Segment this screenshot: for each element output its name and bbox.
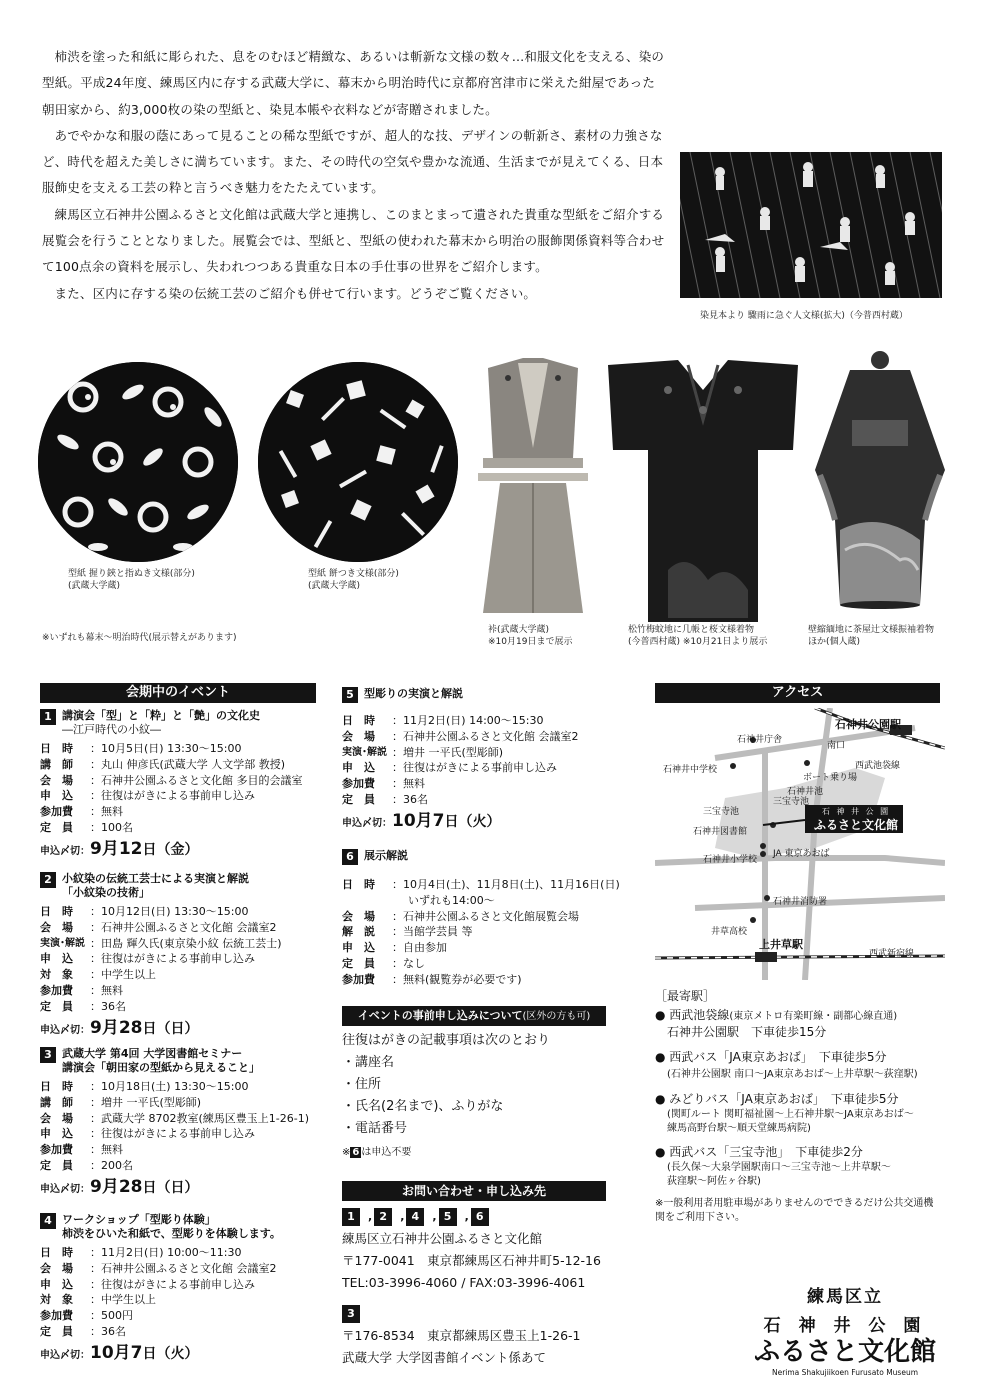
event-date: ：10月18日(土) 13:30～15:00 bbox=[90, 1080, 249, 1093]
deadline-date: 10月7 bbox=[392, 810, 445, 831]
event-number: 5 bbox=[342, 687, 358, 703]
contact-number: 6 bbox=[471, 1208, 489, 1226]
logo-line3: ふるさと文化館 bbox=[753, 1337, 936, 1367]
label-date: 日 時 bbox=[40, 1080, 73, 1093]
event-capacity: ：なし bbox=[392, 956, 425, 970]
rain-pattern-image bbox=[680, 152, 942, 298]
event-date-note: いずれも14:00～ bbox=[408, 893, 495, 907]
apply-info-note: (区外の方も可) bbox=[522, 1011, 591, 1022]
label-apply: 申 込 bbox=[40, 1277, 73, 1291]
contact-number: 2 bbox=[374, 1208, 392, 1226]
contact-body bbox=[342, 1208, 642, 1369]
intro-paragraph: 練馬区立石神井公園ふるさと文化館は武蔵大学と連携し、このまとまって遺された貴重な型紙をご紹介する展覧会を行うこととなりました。展覧会では、型紙と、型紙の使われた幕末から明治の服飾関係資料等合わせて100点余の資料を展示し、失われつつある貴重な日本の手仕事の世界をご紹介します。 bbox=[42, 206, 665, 275]
nearest-station-heading: ［最寄駅］ bbox=[655, 989, 716, 1003]
station-marker bbox=[755, 952, 777, 962]
apply-info-item: ・住所 bbox=[342, 1077, 382, 1092]
apply-info-item: ・講座名 bbox=[342, 1055, 395, 1070]
map-label: 井草高校 bbox=[711, 927, 748, 937]
label-venue: 会 場 bbox=[40, 1111, 73, 1125]
label-capacity: 定 員 bbox=[40, 1324, 73, 1338]
katagami2-caption-line2: (武蔵大学蔵) bbox=[308, 581, 361, 591]
deadline-label: 申込〆切 bbox=[40, 1183, 80, 1195]
furisode-caption-line2: ほか(個人蔵) bbox=[808, 637, 861, 647]
label-fee: 参加費 bbox=[40, 1309, 73, 1323]
label-capacity: 定 員 bbox=[40, 999, 73, 1013]
event-venue: ：石神井公園ふるさと文化館 多目的会議室 bbox=[90, 773, 303, 787]
map-label: 石神井中学校 bbox=[663, 765, 718, 775]
event-demo: ：田島 輝久氏(東京染小紋 伝統工芸士) bbox=[90, 936, 282, 950]
label-target: 対 象 bbox=[40, 968, 73, 982]
black-kimono-image bbox=[608, 360, 798, 622]
station-item: ● 西武バス「JA東京あおば」 下車徒歩5分 (石神井公園駅 南口～JA東京あおば～上井草駅～荻窪駅) bbox=[655, 1049, 955, 1083]
event-fee: ：無料(観覧券が必要です) bbox=[392, 972, 522, 986]
deadline-date: 10月7 bbox=[90, 1342, 143, 1363]
exception-number: 6 bbox=[352, 1147, 360, 1158]
katagami-scissors-image bbox=[38, 362, 238, 562]
deadline-day: 日（日） bbox=[142, 1020, 199, 1037]
event-venue: ：石神井公園ふるさと文化館展覧会場 bbox=[392, 909, 579, 923]
event-1 bbox=[40, 709, 325, 865]
event-number: 2 bbox=[40, 872, 56, 888]
event-subtitle: 「小紋染の技術」 bbox=[62, 886, 150, 899]
event-deadline: 申込〆切：9月12日（金） bbox=[40, 838, 199, 859]
event-capacity: ：36名 bbox=[90, 999, 126, 1013]
event-apply: ：往復はがきによる事前申し込み bbox=[90, 789, 255, 803]
label-venue: 会 場 bbox=[40, 920, 73, 934]
access-header: アクセス bbox=[655, 683, 940, 703]
label-target: 対 象 bbox=[40, 1293, 73, 1307]
event-fee: ：無料 bbox=[90, 805, 123, 819]
contact-org-a: 練馬区立石神井公園ふるさと文化館 bbox=[342, 1231, 543, 1246]
katagami1-caption-line1: 型紙 握り鋏と指ぬき文様(部分) bbox=[68, 569, 195, 579]
station-main: 西武バス「三宝寺池」 下車徒歩2分 bbox=[669, 1145, 863, 1159]
kimono-caption bbox=[628, 624, 767, 648]
event-deadline: 申込〆切：10月7日（火） bbox=[40, 1342, 199, 1363]
event-5 bbox=[342, 687, 632, 837]
event-demo: ：増井 一平氏(型彫師) bbox=[392, 745, 504, 759]
event-title: 武蔵大学 第4回 大学図書館セミナー bbox=[62, 1047, 243, 1060]
deadline-day: 日（金） bbox=[142, 841, 199, 858]
event-deadline: 申込〆切：10月7日（火） bbox=[342, 810, 501, 831]
furisode-caption-line1: 壁縮緬地に茶屋辻文様振袖着物 bbox=[808, 625, 935, 635]
label-capacity: 定 員 bbox=[40, 1158, 73, 1172]
kamishimo-caption-line1: 裃(武蔵大学蔵) bbox=[488, 625, 550, 635]
deadline-date: 9月28 bbox=[90, 1017, 143, 1038]
label-fee: 参加費 bbox=[342, 777, 375, 791]
event-number: 3 bbox=[40, 1047, 56, 1063]
contact-header: お問い合わせ・申し込み先 bbox=[342, 1181, 606, 1201]
event-date: ：10月5日(日) 13:30～15:00 bbox=[90, 742, 242, 755]
logo-english: Nerima Shakujiikoen Furusato Museum bbox=[771, 1368, 919, 1377]
event-capacity: ：100名 bbox=[90, 820, 133, 834]
map-label: 三宝寺池 bbox=[773, 797, 810, 807]
event-4 bbox=[40, 1213, 325, 1369]
label-demo: 実演･解説 bbox=[40, 937, 85, 949]
mochitsuki-pattern bbox=[258, 362, 458, 562]
katagami-mochitsuki-image bbox=[258, 362, 458, 562]
intro-paragraph: あでやかな和服の蔭にあって見ることの稀な型紙ですが、超人的な技、デザインの斬新さ、素材の力強さなど、時代を超えた美しさに満ちています。また、その時代の空気や豊かな流通、生活までが見えてくる、日本服飾史を支える工芸の粋と言うべき魅力をたたえています。 bbox=[42, 127, 664, 196]
event-title: ワークショップ「型彫り体験」 bbox=[62, 1213, 216, 1226]
access-map bbox=[655, 708, 945, 980]
event-lecturer: ：丸山 伸彦氏(武蔵大学 人文学部 教授) bbox=[90, 757, 286, 771]
apply-info-lead: 往復はがきの記載事項は次のとおり bbox=[342, 1033, 551, 1048]
deadline-label: 申込〆切 bbox=[40, 845, 80, 857]
deadline-date: 9月12 bbox=[90, 838, 143, 859]
event-lecturer: ：増井 一平氏(型彫師) bbox=[90, 1095, 202, 1109]
katagami-note: ※いずれも幕末～明治時代(展示替えがあります) bbox=[42, 633, 237, 643]
event-number: 6 bbox=[342, 849, 358, 865]
event-apply: ：往復はがきによる事前申し込み bbox=[90, 1127, 255, 1141]
station-item: ● みどりバス「JA東京あおば」 下車徒歩5分 (関町ルート 関町福祉園～上石神井駅～JA東京あおば～ 練馬高野台駅～順天堂練馬病院) bbox=[655, 1091, 955, 1136]
contact-address-a: 〒177-0041 東京都練馬区石神井町5-12-16 bbox=[342, 1253, 601, 1268]
intro-paragraph: 柿渋を塗った和紙に彫られた、息をのむほど精緻な、あるいは斬新な文様の数々…和服文化を支える、染の型紙。平成24年度、練馬区内に存する武蔵大学に、幕末から明治時代に京都府宮津市に栄えた紺屋であった朝田家から、約3,000枚の染の型紙と、染見本帳や衣料などが寄贈されました。 bbox=[42, 49, 665, 117]
event-subtitle: ―江戸時代の小紋― bbox=[62, 723, 161, 736]
apply-info-item: ・氏名(2名まで)、ふりがな bbox=[342, 1099, 504, 1114]
map-label: 石神井池 bbox=[787, 787, 824, 797]
label-date: 日 時 bbox=[342, 714, 375, 727]
contact-number: 5 bbox=[439, 1208, 457, 1226]
station-main: みどりバス「JA東京あおば」 下車徒歩5分 bbox=[669, 1092, 899, 1106]
deadline-label: 申込〆切 bbox=[40, 1349, 80, 1361]
station-sub: (長久保～大泉学園駅南口～三宝寺池～上井草駅～ bbox=[667, 1162, 891, 1173]
event-target: ：中学生以上 bbox=[90, 1293, 156, 1307]
label-fee: 参加費 bbox=[40, 1143, 73, 1157]
apply-info-exception bbox=[342, 1140, 612, 1166]
label-date: 日 時 bbox=[342, 878, 375, 891]
map-label: 南口 bbox=[827, 741, 846, 751]
deadline-day: 日（火） bbox=[444, 813, 501, 830]
map-label: 石神井消防署 bbox=[773, 897, 828, 907]
station-sub: (石神井公園駅 南口～JA東京あおば～上井草駅～荻窪駅) bbox=[667, 1069, 918, 1080]
kimono-caption-line1: 松竹梅蚊地に几帳と桜文様着物 bbox=[628, 625, 755, 635]
museum-logo bbox=[730, 1282, 960, 1377]
event-apply: ：往復はがきによる事前申し込み bbox=[90, 952, 255, 966]
logo-line2: 石 神 井 公 園 bbox=[763, 1316, 927, 1336]
event-venue: ：石神井公園ふるさと文化館 会議室2 bbox=[90, 920, 277, 934]
scissors-thimble-pattern bbox=[38, 362, 238, 562]
map-museum-small: 石 神 井 公 園 bbox=[821, 807, 891, 816]
event-date: ：10月12日(日) 13:30～15:00 bbox=[90, 905, 249, 918]
furisode-figure bbox=[810, 350, 950, 610]
event-capacity: ：36名 bbox=[90, 1324, 126, 1338]
event-capacity: ：200名 bbox=[90, 1158, 133, 1172]
map-label: 西武新宿線 bbox=[869, 949, 915, 959]
event-capacity: ：36名 bbox=[392, 792, 428, 806]
label-lecturer: 講 師 bbox=[40, 1095, 73, 1109]
katagami1-caption bbox=[68, 568, 195, 592]
events-header: 会期中のイベント bbox=[40, 683, 316, 703]
access-stations bbox=[655, 988, 955, 1225]
apply-info-header bbox=[342, 1006, 606, 1026]
station-main: 西武池袋線 bbox=[669, 1008, 730, 1022]
exception-suffix: は申込不要 bbox=[361, 1147, 412, 1158]
event-6 bbox=[342, 849, 632, 988]
contact-phone-a: TEL:03-3996-4060 / FAX:03-3996-4061 bbox=[342, 1275, 586, 1290]
label-venue: 会 場 bbox=[342, 909, 375, 923]
station-item: ● 西武池袋線(東京メトロ有楽町線・副都心線直通) 石神井公園駅 下車徒歩15分 bbox=[655, 1007, 955, 1041]
event-apply: ：往復はがきによる事前申し込み bbox=[392, 761, 557, 775]
contact-event-numbers-a: 1 , 2 , 4 , 5 , 6 bbox=[342, 1208, 642, 1226]
furisode-image bbox=[810, 350, 950, 610]
event-title: 展示解説 bbox=[364, 849, 408, 862]
map-label: 上井草駅 bbox=[759, 938, 803, 951]
event-subtitle: 柿渋をひいた和紙で、型彫りを体験します。 bbox=[62, 1227, 281, 1240]
event-date: ：10月4日(土)、11月8日(土)、11月16日(日) bbox=[392, 878, 620, 891]
rain-photo-caption: 染見本より 驟雨に急ぐ人文様(拡大)（今普西村蔵） bbox=[700, 311, 908, 321]
logo-line1: 練馬区立 bbox=[807, 1287, 883, 1307]
apply-info-title: イベントの事前申し込みについて bbox=[357, 1009, 523, 1022]
event-subtitle: 講演会「朝田家の型紙から見えること」 bbox=[62, 1061, 260, 1074]
black-kimono-figure bbox=[608, 360, 798, 622]
station-line2: 石神井公園駅 下車徒歩15分 bbox=[667, 1025, 827, 1039]
map-label: 石神井庁舎 bbox=[737, 735, 783, 745]
label-date: 日 時 bbox=[40, 905, 73, 918]
event-number: 1 bbox=[40, 709, 56, 725]
label-capacity: 定 員 bbox=[40, 820, 73, 834]
katagami1-caption-line2: (武蔵大学蔵) bbox=[68, 581, 121, 591]
event-venue: ：石神井公園ふるさと文化館 会議室2 bbox=[392, 729, 579, 743]
contact-number: 1 bbox=[342, 1208, 360, 1226]
station-sub: 練馬高野台駅～順天堂練馬病院) bbox=[667, 1123, 811, 1134]
deadline-date: 9月28 bbox=[90, 1176, 143, 1197]
intro-text bbox=[42, 44, 667, 307]
label-venue: 会 場 bbox=[40, 773, 73, 787]
kamishimo-caption bbox=[488, 624, 572, 648]
event-title: 小紋染の伝統工芸士による実演と解説 bbox=[62, 872, 249, 885]
contact-address-b: 〒176-8534 東京都練馬区豊玉上1-26-1 bbox=[342, 1328, 581, 1343]
exception-prefix: ※ bbox=[342, 1147, 351, 1158]
event-fee: ：500円 bbox=[90, 1309, 133, 1323]
station-item: ● 西武バス「三宝寺池」 下車徒歩2分 (長久保～大泉学園駅南口～三宝寺池～上井草駅～ 荻窪駅～阿佐ヶ谷駅) bbox=[655, 1144, 955, 1189]
map-label: 石神井図書館 bbox=[693, 827, 748, 837]
event-fee: ：無料 bbox=[392, 777, 425, 791]
label-fee: 参加費 bbox=[342, 972, 375, 986]
event-explain: ：当館学芸員 等 bbox=[392, 925, 473, 939]
label-venue: 会 場 bbox=[342, 729, 375, 743]
label-date: 日 時 bbox=[40, 742, 73, 755]
map-label: ボート乗り場 bbox=[803, 773, 858, 783]
map-label: JA 東京あおば bbox=[773, 849, 830, 859]
deadline-label: 申込〆切 bbox=[342, 817, 382, 829]
station-main: 西武バス「JA東京あおば」 下車徒歩5分 bbox=[669, 1050, 887, 1064]
label-apply: 申 込 bbox=[40, 1127, 73, 1141]
label-apply: 申 込 bbox=[342, 941, 375, 955]
deadline-label: 申込〆切 bbox=[40, 1024, 80, 1036]
label-explain: 解 説 bbox=[342, 925, 375, 939]
contact-number: 4 bbox=[406, 1208, 424, 1226]
kamishimo-image bbox=[478, 358, 588, 620]
contact-org-b: 武蔵大学 大学図書館イベント係あて bbox=[342, 1350, 546, 1365]
label-apply: 申 込 bbox=[40, 952, 73, 966]
katagami2-caption bbox=[308, 568, 399, 592]
label-apply: 申 込 bbox=[342, 761, 375, 775]
event-deadline: 申込〆切：9月28日（日） bbox=[40, 1017, 199, 1038]
access-note: ※一般利用者用駐車場がありませんのでできるだけ公共交通機関をご利用下さい。 bbox=[655, 1198, 934, 1223]
label-capacity: 定 員 bbox=[342, 792, 375, 806]
label-fee: 参加費 bbox=[40, 805, 73, 819]
event-date: ：11月2日(日) 14:00～15:30 bbox=[392, 714, 544, 727]
event-venue: ：石神井公園ふるさと文化館 会議室2 bbox=[90, 1261, 277, 1275]
label-demo: 実演･解説 bbox=[342, 746, 387, 758]
kamishimo-figure bbox=[478, 358, 588, 620]
label-venue: 会 場 bbox=[40, 1261, 73, 1275]
event-apply: ：自由参加 bbox=[392, 941, 447, 955]
deadline-day: 日（日） bbox=[142, 1179, 199, 1196]
map-label: 三宝寺池 bbox=[703, 807, 740, 817]
station-sub: (東京メトロ有楽町線・副都心線直通) bbox=[729, 1011, 898, 1022]
label-date: 日 時 bbox=[40, 1246, 73, 1259]
event-date: ：11月2日(日) 10:00～11:30 bbox=[90, 1246, 242, 1259]
contact-number: 3 bbox=[342, 1305, 360, 1323]
rain-pattern-photo bbox=[680, 152, 942, 298]
kimono-caption-line2: (今普西村蔵) ※10月21日より展示 bbox=[628, 637, 768, 647]
station-sub: 荻窪駅～阿佐ヶ谷駅) bbox=[667, 1176, 761, 1187]
label-apply: 申 込 bbox=[40, 789, 73, 803]
event-fee: ：無料 bbox=[90, 1143, 123, 1157]
apply-info-item: ・電話番号 bbox=[342, 1121, 408, 1136]
map-label: 石神井公園駅 bbox=[835, 718, 901, 731]
event-apply: ：往復はがきによる事前申し込み bbox=[90, 1277, 255, 1291]
katagami2-caption-line1: 型紙 餅つき文様(部分) bbox=[308, 569, 399, 579]
event-number: 4 bbox=[40, 1213, 56, 1229]
deadline-day: 日（火） bbox=[142, 1345, 199, 1362]
event-deadline: 申込〆切：9月28日（日） bbox=[40, 1176, 199, 1197]
event-target: ：中学生以上 bbox=[90, 968, 156, 982]
label-fee: 参加費 bbox=[40, 983, 73, 997]
event-3 bbox=[40, 1047, 325, 1203]
kamishimo-caption-line2: ※10月19日まで展示 bbox=[488, 637, 573, 647]
event-fee: ：無料 bbox=[90, 983, 123, 997]
map-label: 石神井小学校 bbox=[703, 855, 758, 865]
event-title: 講演会「型」と「粋」と「艶」の文化史 bbox=[62, 709, 260, 722]
intro-paragraph: また、区内に存する染の伝統工芸のご紹介も併せて行います。どうぞご覧ください。 bbox=[54, 285, 537, 301]
event-title: 型彫りの実演と解説 bbox=[364, 687, 463, 700]
station-sub: (関町ルート 関町福祉園～上石神井駅～JA東京あおば～ bbox=[667, 1109, 914, 1120]
label-lecturer: 講 師 bbox=[40, 757, 73, 771]
event-2 bbox=[40, 872, 325, 1044]
map-label: 西武池袋線 bbox=[855, 761, 901, 771]
map-museum-name: ふるさと文化館 bbox=[813, 818, 898, 832]
event-venue: ：武蔵大学 8702教室(練馬区豊玉上1-26-1) bbox=[90, 1111, 310, 1125]
apply-info-body bbox=[342, 1030, 612, 1166]
label-capacity: 定 員 bbox=[342, 956, 375, 970]
furisode-caption bbox=[808, 624, 934, 648]
